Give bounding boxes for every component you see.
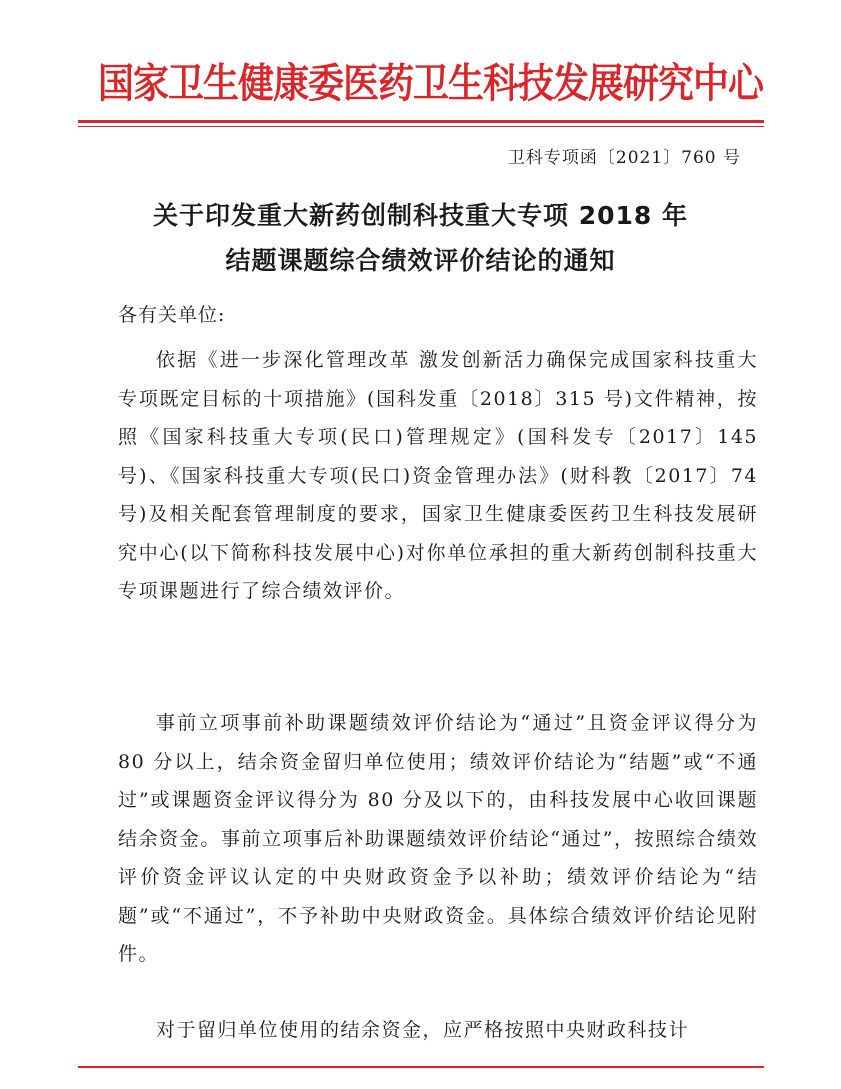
letterhead-divider-thick: [78, 120, 764, 123]
page-bottom-divider: [78, 1066, 764, 1068]
document-title-line-1: 关于印发重大新药创制科技重大专项 2018 年: [153, 201, 688, 230]
salutation: 各有关单位:: [118, 304, 226, 326]
letterhead-divider-thin: [78, 126, 764, 127]
document-title-line-2: 结题课题综合绩效评价结论的通知: [225, 246, 616, 275]
body-paragraph-2: 事前立项事前补助课题绩效评价结论为“通过”且资金评议得分为 80 分以上，结余资金留归单位使用；绩效评价结论为“结题”或“不通过”或课题资金评议得分为 80 分及以下的，由科技发展中心收回课题结余资金。事前立项事后补助课题绩效评价结论“通过”，按照综合绩效评价资金评议认定的中央财政资金予以补助；绩效评价结论为“结题”或“不通过”，不予补助中央财政资金。具体综合绩效评价结论见附件。: [118, 712, 758, 965]
body-paragraph-3: 对于留归单位使用的结余资金，应严格按照中央财政科技计: [156, 1019, 690, 1041]
organization-letterhead: 国家卫生健康委医药卫生科技发展研究中心: [98, 60, 764, 107]
document-number: 卫科专项函〔2021〕760 号: [507, 148, 741, 168]
body-paragraph-1: 依据《进一步深化管理改革 激发创新活力确保完成国家科技重大专项既定目标的十项措施》(国科发重〔2018〕315 号)文件精神，按照《国家科技重大专项(民口)管理规定》(国科发专〔2017〕145 号)、《国家科技重大专项(民口)资金管理办法》(财科教〔2017〕74 号)及相关配套管理制度的要求，国家卫生健康委医药卫生科技发展研究中心(以下简称科技发展中心)对你单位承担的重大新药创制科技重大专项课题进行了综合绩效评价。: [118, 349, 758, 602]
